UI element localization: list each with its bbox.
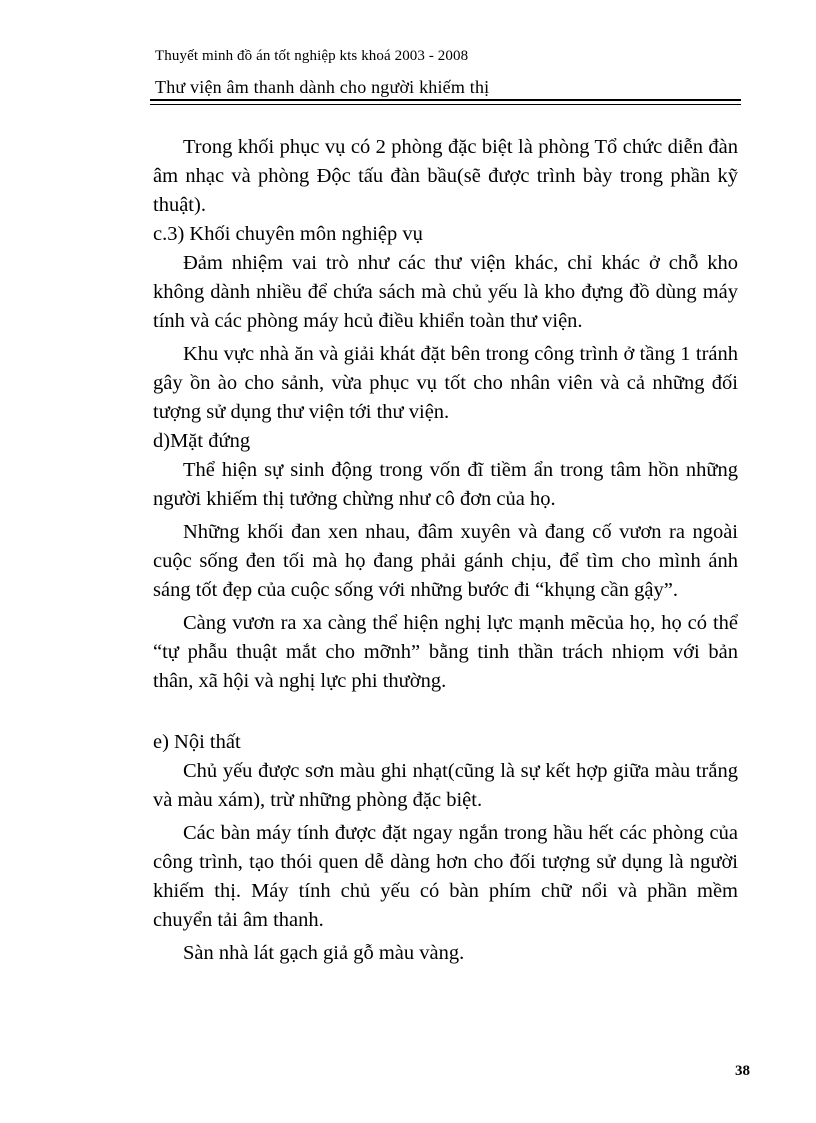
paragraph-service-block: Trong khối phục vụ có 2 phòng đặc biệt là phòng Tổ chức diễn đàn âm nhạc và phòng Độc tấu đàn bầu(sẽ được trình bày trong phần kỹ thuật).: [153, 136, 738, 216]
heading-d-facade: d)Mặt đứng: [153, 430, 251, 452]
paragraph-facade-3: Càng vươn ra xa càng thể hiện nghị lực mạnh mẽcủa họ, họ có thể “tự phẫu thuật mắt cho mỡnh” bằng tinh thần trách nhiọm với bản thân, xã hội và nghị lực phi thường.: [153, 612, 738, 692]
paragraph-facade-1: Thể hiện sự sinh động trong vốn đĩ tiềm ẩn trong tâm hồn những người khiếm thị tưởng chừng như cô đơn của họ.: [153, 459, 738, 510]
paragraph-facade-2: Những khối đan xen nhau, đâm xuyên và đang cố vươn ra ngoài cuộc sống đen tối mà họ đang phải gánh chịu, để tìm cho mình ánh sáng tốt đẹp của cuộc sống với những bước đi “khụng cần gậy”.: [153, 521, 738, 601]
header-rule-thin: [150, 104, 741, 105]
heading-c3: c.3) Khối chuyên môn nghiệp vụ: [153, 223, 423, 245]
paragraph-interior-2: Các bàn máy tính được đặt ngay ngắn trong hầu hết các phòng của công trình, tạo thói quen dễ dàng hơn cho đối tượng sử dụng là người khiếm thị. Máy tính chủ yếu có bàn phím chữ nổi và phần mềm chuyển tải âm thanh.: [153, 822, 738, 931]
paragraph-professional-block: Đảm nhiệm vai trò như các thư viện khác, chỉ khác ở chỗ kho không dành nhiều để chứa sách mà chủ yếu là kho đựng đồ dùng máy tính và các phòng máy hcủ điều khiển toàn thư viện.: [153, 252, 738, 332]
page-number: 38: [735, 1063, 750, 1079]
paragraph-interior-1: Chủ yếu được sơn màu ghi nhạt(cũng là sự kết hợp giữa màu trắng và màu xám), trừ những phòng đặc biệt.: [153, 760, 738, 811]
paragraph-interior-3: Sàn nhà lát gạch giả gỗ màu vàng.: [183, 942, 465, 964]
document-body: [153, 133, 738, 968]
header-thesis-title: Thuyết minh đồ án tốt nghiệp kts khoá 2003 - 2008: [155, 48, 469, 64]
header-project-title: Thư viện âm thanh dành cho người khiếm thị: [155, 77, 490, 97]
header-rule-thick: [150, 99, 741, 101]
heading-e-interior: e) Nội thất: [153, 731, 241, 753]
paragraph-dining-area: Khu vực nhà ăn và giải khát đặt bên trong công trình ở tầng 1 tránh gây ồn ào cho sảnh, vừa phục vụ tốt cho nhân viên và cả những đối tượng sử dụng thư viện tới thư viện.: [153, 343, 738, 423]
